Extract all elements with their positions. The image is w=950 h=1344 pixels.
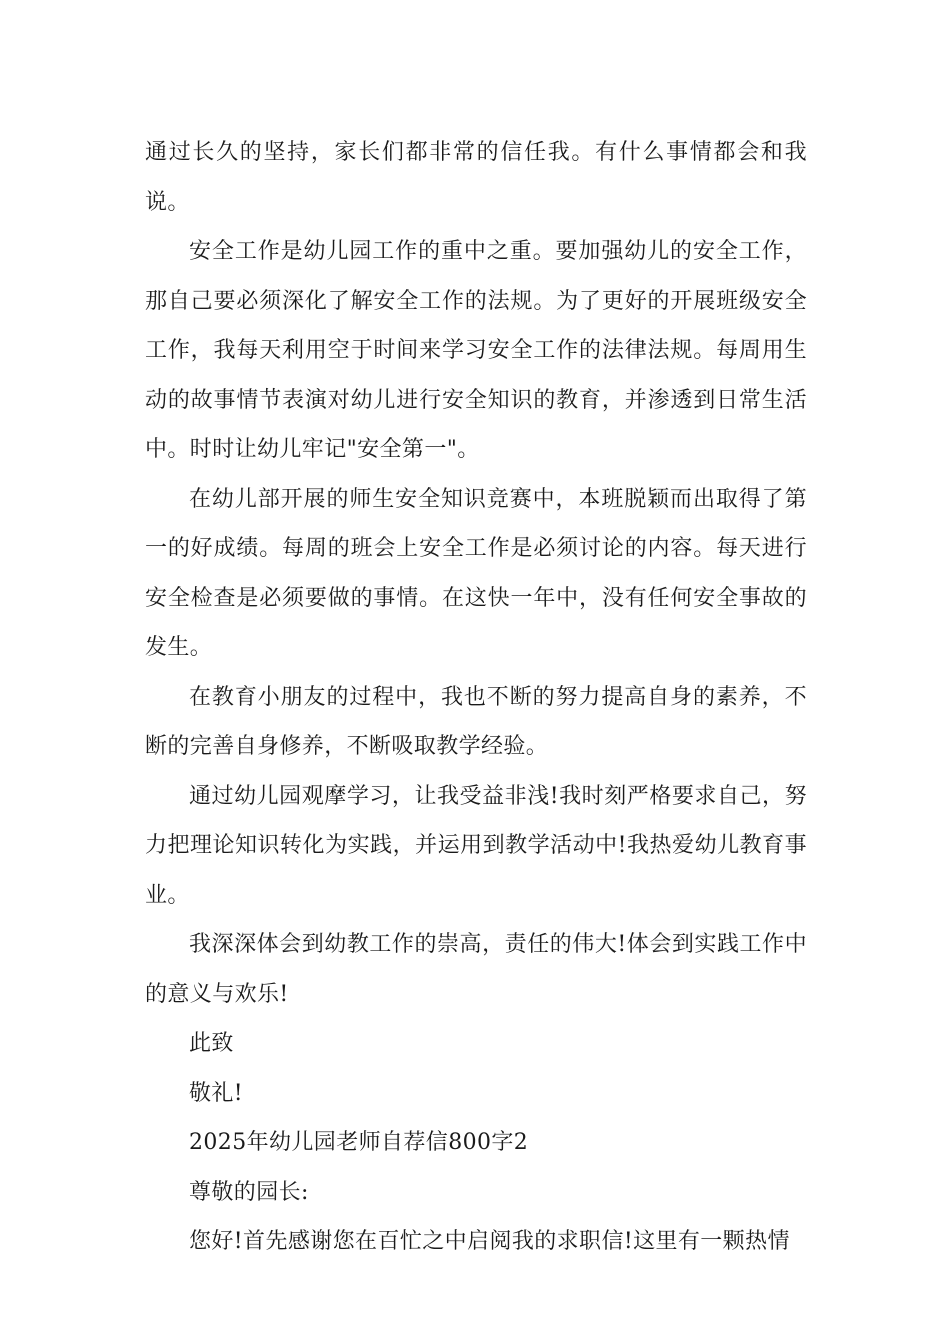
paragraph-observation-learning: 通过幼儿园观摩学习，让我受益非浅!我时刻严格要求自己，努力把理论知识转化为实践，并运用到教学活动中!我热爱幼儿教育事业。 <box>145 783 807 908</box>
closing-line-1: 此致 <box>189 1031 234 1056</box>
closing-line-2: 敬礼! <box>189 1080 244 1106</box>
paragraph-continuation: 通过长久的坚持，家长们都非常的信任我。有什么事情都会和我说。 <box>145 140 807 215</box>
paragraph-safety-work: 安全工作是幼儿园工作的重中之重。要加强幼儿的安全工作，那自己要必须深化了解安全工作的法规。为了更好的开展班级安全工作，我每天利用空于时间来学习安全工作的法律法规。每周用生动的故事情节表演对幼儿进行安全知识的教育，并渗透到日常生活中。时时让幼儿牢记"安全第一"。 <box>145 239 807 462</box>
paragraph-safety-contest: 在幼儿部开展的师生安全知识竞赛中，本班脱颖而出取得了第一的好成绩。每周的班会上安全工作是必须讨论的内容。每天进行安全检查是必须要做的事情。在这快一年中，没有任何安全事故的发生。 <box>145 486 807 660</box>
paragraph-reflection: 我深深体会到幼教工作的崇高，责任的伟大!体会到实践工作中的意义与欢乐! <box>145 932 807 1007</box>
paragraph-self-improvement: 在教育小朋友的过程中，我也不断的努力提高自身的素养，不断的完善自身修养，不断吸取教学经验。 <box>145 684 807 759</box>
salutation: 尊敬的园长: <box>189 1179 309 1205</box>
document-body <box>145 128 807 1267</box>
section-title: 2025年幼儿园老师自荐信800字2 <box>189 1130 529 1155</box>
opening-line: 您好!首先感谢您在百忙之中启阅我的求职信!这里有一颗热情 <box>189 1229 790 1254</box>
